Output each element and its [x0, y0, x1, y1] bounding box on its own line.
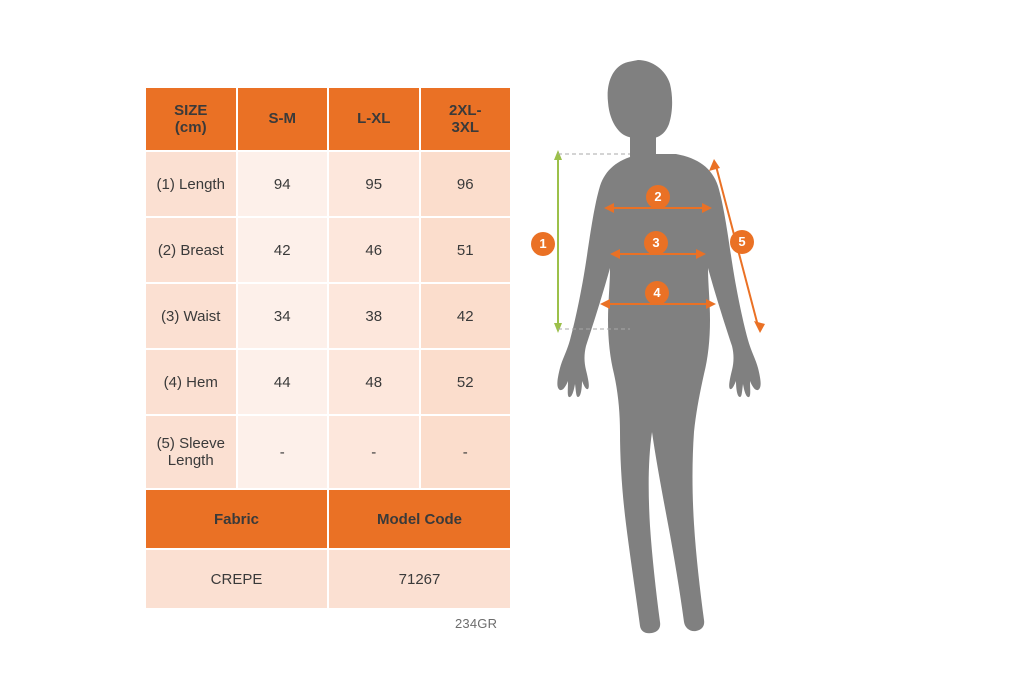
row-label-hem: (4) Hem	[145, 349, 237, 415]
cell-breast-2xl: 51	[420, 217, 512, 283]
measurement-badge-1: 1	[531, 232, 555, 256]
size-table	[144, 86, 512, 610]
measurement-figure	[520, 40, 820, 640]
footer-value-model-code: 71267	[328, 549, 511, 609]
measurement-badge-2: 2	[646, 185, 670, 209]
cell-hem-2xl: 52	[420, 349, 512, 415]
table-header-row	[145, 87, 511, 151]
row-label-sleeve-length: (5) Sleeve Length	[145, 415, 237, 489]
cell-sleeve-lxl: -	[328, 415, 420, 489]
cell-sleeve-sm: -	[237, 415, 329, 489]
body-silhouette-icon	[520, 40, 820, 640]
table-row	[145, 151, 511, 217]
table-row	[145, 217, 511, 283]
measurement-badge-5: 5	[730, 230, 754, 254]
measurement-badge-3: 3	[644, 231, 668, 255]
header-l-xl: L-XL	[328, 87, 420, 151]
footer-header-model-code: Model Code	[328, 489, 511, 549]
header-size-line2: (cm)	[174, 119, 207, 136]
cell-waist-sm: 34	[237, 283, 329, 349]
table-row	[145, 415, 511, 489]
cell-waist-2xl: 42	[420, 283, 512, 349]
header-size-line1: SIZE	[174, 101, 208, 119]
cell-length-sm: 94	[237, 151, 329, 217]
measurement-badge-4: 4	[645, 281, 669, 305]
cell-hem-lxl: 48	[328, 349, 420, 415]
header-2xl-line2: 3XL	[451, 119, 479, 136]
cell-length-2xl: 96	[420, 151, 512, 217]
table-row	[145, 349, 511, 415]
header-2xl-3xl	[420, 87, 512, 151]
row-label-breast: (2) Breast	[145, 217, 237, 283]
footer-header-fabric: Fabric	[145, 489, 328, 549]
cell-length-lxl: 95	[328, 151, 420, 217]
header-size	[145, 87, 237, 151]
cell-sleeve-2xl: -	[420, 415, 512, 489]
cell-hem-sm: 44	[237, 349, 329, 415]
cell-waist-lxl: 38	[328, 283, 420, 349]
header-2xl-line1: 2XL-	[448, 101, 482, 119]
cell-breast-lxl: 46	[328, 217, 420, 283]
table-footer-value-row	[145, 549, 511, 609]
table-footer-header-row	[145, 489, 511, 549]
header-s-m: S-M	[237, 87, 329, 151]
row-label-length: (1) Length	[145, 151, 237, 217]
table-row	[145, 283, 511, 349]
product-code-label: 234GR	[455, 616, 498, 631]
footer-value-fabric: CREPE	[145, 549, 328, 609]
row-label-waist: (3) Waist	[145, 283, 237, 349]
cell-breast-sm: 42	[237, 217, 329, 283]
